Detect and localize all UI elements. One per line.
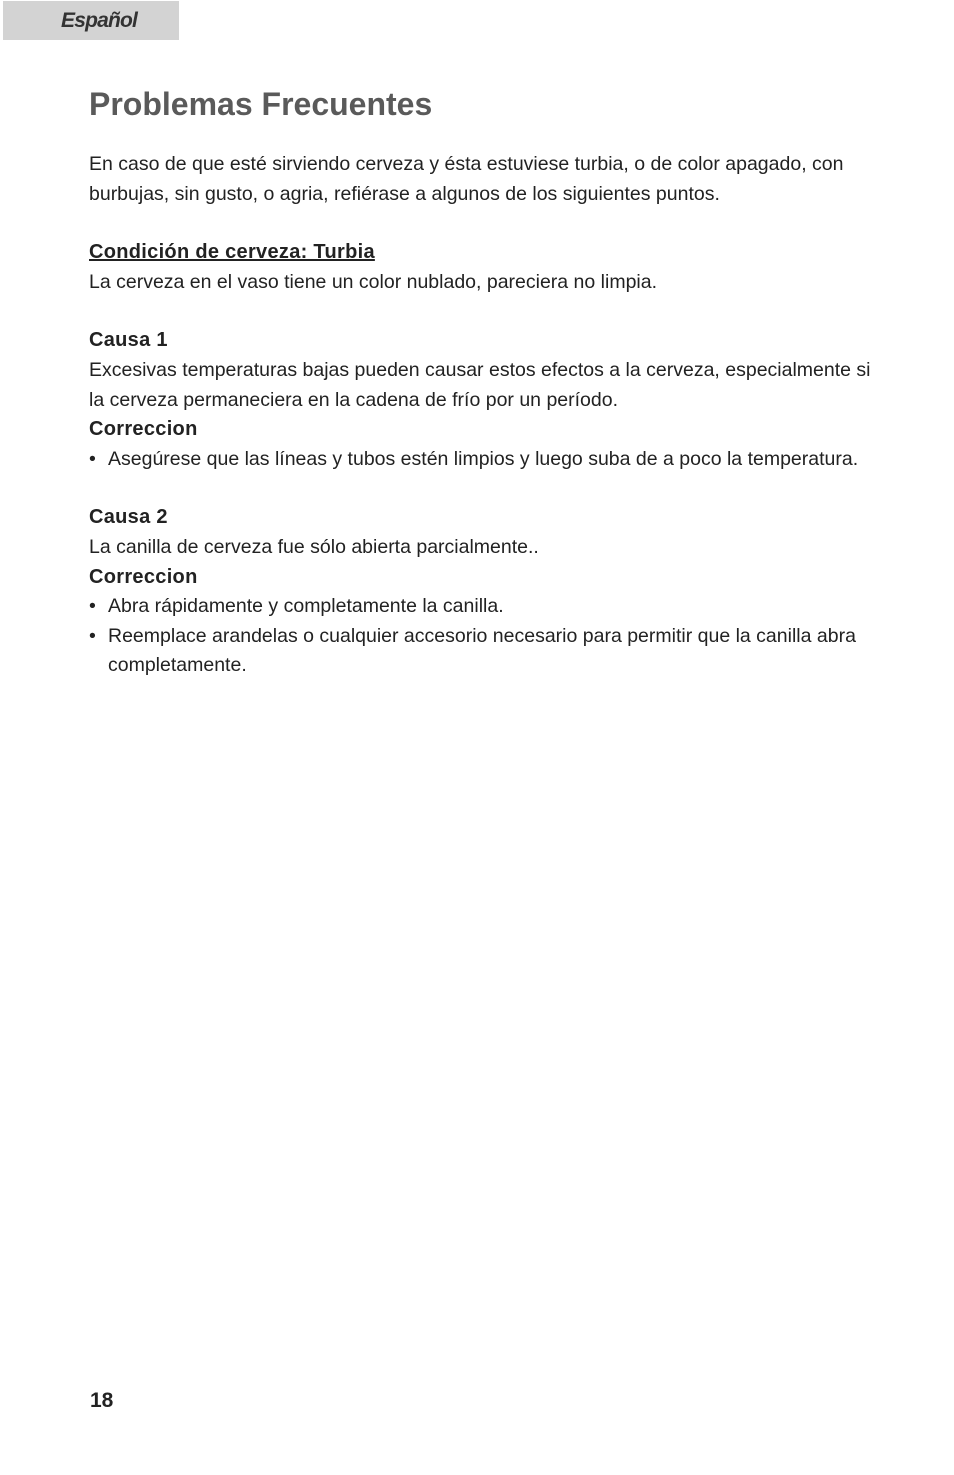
page-title: Problemas Frecuentes [89,86,433,122]
bullet-icon: • [89,624,96,647]
list-item-text: Asegúrese que las líneas y tubos estén limpios y luego suba de a poco la temperatura. [108,447,859,470]
list-item-text: Abra rápidamente y completamente la canilla. [108,595,504,618]
language-tab [3,1,179,40]
list-item [89,622,879,681]
cause-1-section [89,326,879,474]
condition-heading: Condición de cerveza: Turbia [89,241,375,264]
list-item [89,445,879,475]
cause-1-correction-list [89,445,879,475]
page-number: 18 [90,1389,114,1412]
cause-2-correction-heading: Correccion [89,565,198,588]
language-tab-label: Español [61,9,138,32]
cause-2-correction-list [89,592,879,681]
cause-1-correction-heading: Correccion [89,418,198,441]
bullet-icon: • [89,447,96,470]
cause-2-heading: Causa 2 [89,506,168,529]
condition-description: La cerveza en el vaso tiene un color nublado, pareciera no limpia. [89,270,658,293]
list-item [89,592,879,622]
list-item-text: Reemplace arandelas o cualquier accesorio necesario para permitir que la canilla abra completamente. [108,624,856,677]
main-content [89,84,879,681]
cause-2-section [89,503,879,681]
cause-2-text: La canilla de cerveza fue sólo abierta parcialmente.. [89,535,539,558]
intro-paragraph: En caso de que esté sirviendo cerveza y ésta estuviese turbia, o de color apagado, con burbujas, sin gusto, o agria, refiérase a algunos de los siguientes puntos. [89,153,844,205]
cause-1-heading: Causa 1 [89,329,168,352]
bullet-icon: • [89,595,96,618]
cause-1-text: Excesivas temperaturas bajas pueden causar estos efectos a la cerveza, especialmente si la cerveza permaneciera en la cadena de frío por un período. [89,358,871,411]
